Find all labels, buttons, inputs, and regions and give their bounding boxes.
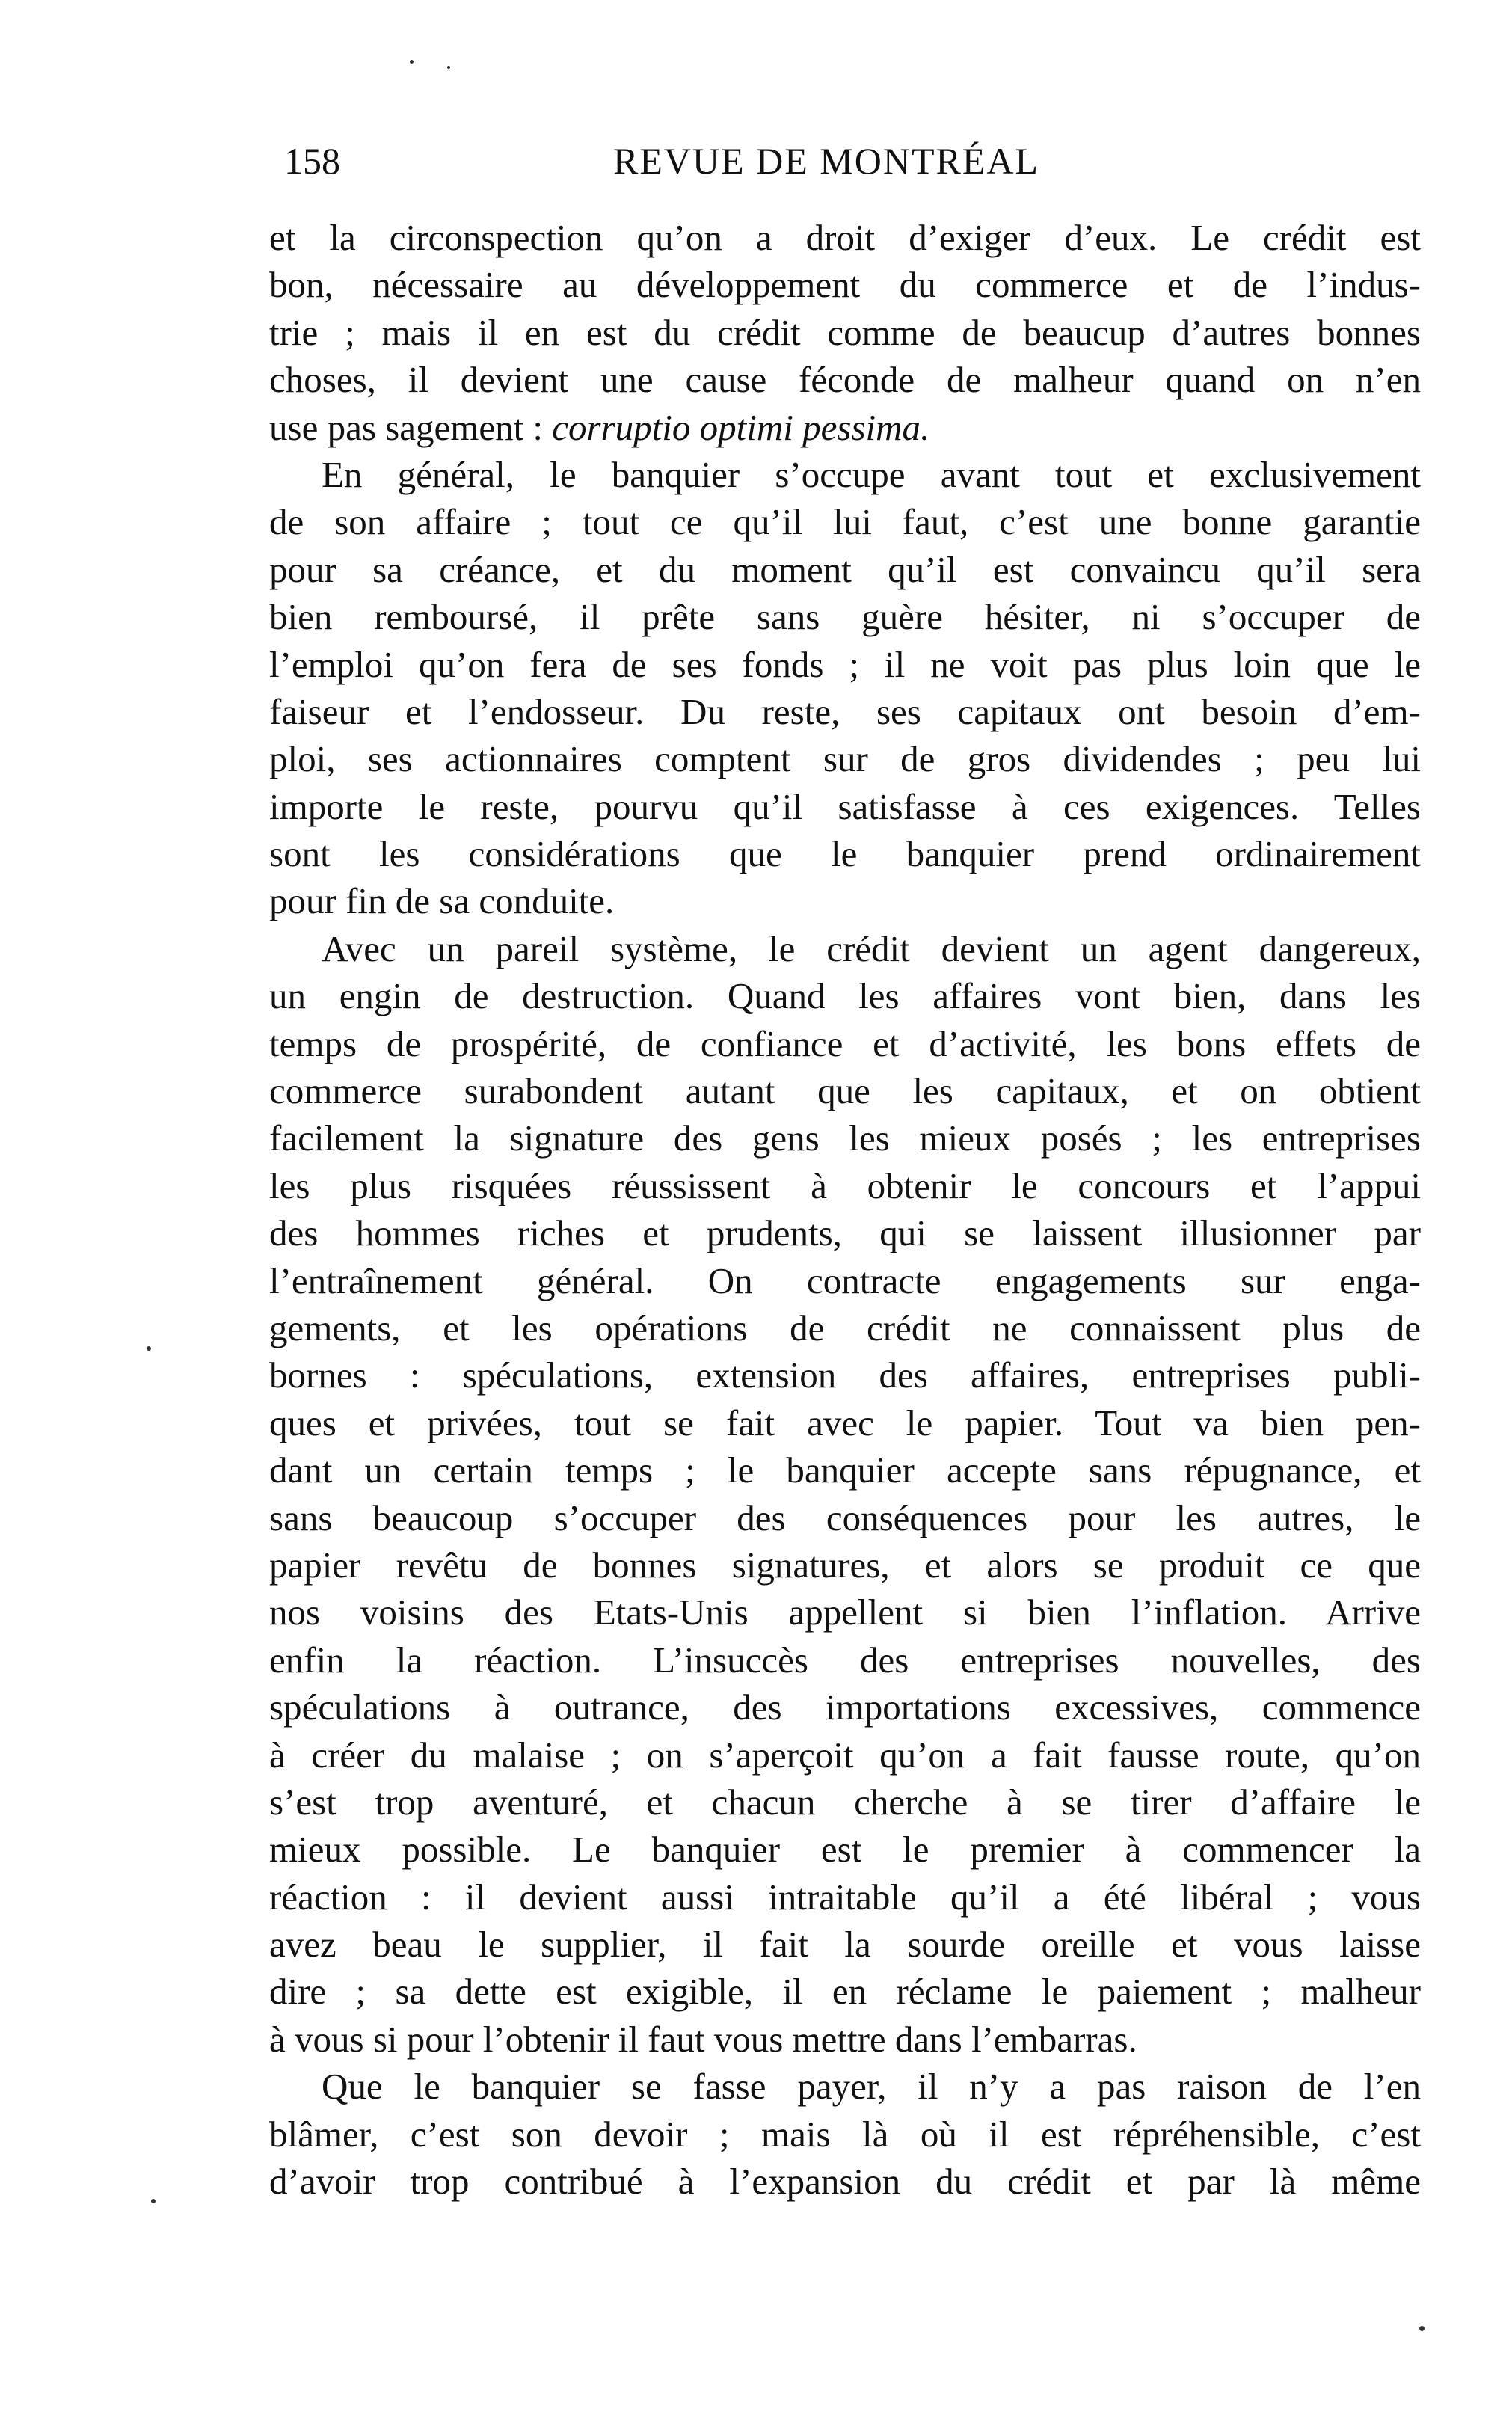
print-speck: [147, 1346, 151, 1351]
text-line: [269, 404, 1421, 451]
text-line: avez beau le supplier, il fait la sourde oreille et vous laisse: [269, 1924, 1421, 1965]
paragraph: [269, 451, 1421, 925]
text-line: un engin de destruction. Quand les affaires vont bien, dans les: [269, 975, 1421, 1017]
text-line: papier revêtu de bonnes signatures, et alors se produit ce que: [269, 1544, 1421, 1586]
text-line: sans beaucoup s’occuper des conséquences pour les autres, le: [269, 1497, 1421, 1538]
text-line: dire ; sa dette est exigible, il en réclame le paiement ; malheur: [269, 1971, 1421, 2013]
text-line: temps de prospérité, de confiance et d’activité, les bons effets de: [269, 1022, 1421, 1064]
text-line: Avec un pareil système, le crédit devient un agent dangereux,: [322, 927, 1421, 969]
text-line: l’entraînement général. On contracte engagements sur enga-: [269, 1259, 1421, 1301]
text-line: les plus risquées réussissent à obtenir le concours et l’appui: [269, 1164, 1421, 1206]
text-line: des hommes riches et prudents, qui se laissent illusionner par: [269, 1212, 1421, 1254]
text-line: importe le reste, pourvu qu’il satisfasse à ces exigences. Telles: [269, 785, 1421, 827]
paragraph: [269, 925, 1421, 2063]
text-line: gements, et les opérations de crédit ne connaissent plus de: [269, 1307, 1421, 1348]
text-line: pour fin de sa conduite.: [269, 880, 615, 922]
text-line: réaction : il devient aussi intraitable qu’il a été libéral ; vous: [269, 1876, 1421, 1918]
text-line: enfin la réaction. L’insuccès des entreprises nouvelles, des: [269, 1639, 1421, 1681]
running-title: REVUE DE MONTRÉAL: [613, 140, 1040, 182]
text-line: à vous si pour l’obtenir il faut vous mettre dans l’embarras.: [269, 2018, 1137, 2060]
page-number: 158: [284, 140, 340, 182]
text-line: ques et privées, tout se fait avec le papier. Tout va bien pen-: [269, 1402, 1421, 1443]
page-header: [284, 139, 1421, 191]
text-line: bornes : spéculations, extension des affaires, entreprises publi-: [269, 1354, 1421, 1396]
text-line: s’est trop aventuré, et chacun cherche à se tirer d’affaire le: [269, 1781, 1421, 1823]
text-line: mieux possible. Le banquier est le premier à commencer la: [269, 1829, 1421, 1871]
text-line: commerce surabondent autant que les capitaux, et on obtient: [269, 1070, 1421, 1112]
text-line: faiseur et l’endosseur. Du reste, ses capitaux ont besoin d’em-: [269, 690, 1421, 732]
text-line: bien remboursé, il prête sans guère hésiter, ni s’occuper de: [269, 596, 1421, 638]
text-line: Que le banquier se fasse payer, il n’y a pas raison de l’en: [322, 2066, 1421, 2108]
print-speck: [1419, 2326, 1425, 2331]
text-line: facilement la signature des gens les mieux posés ; les entreprises: [269, 1117, 1421, 1159]
text-line: l’emploi qu’on fera de ses fonds ; il ne voit pas plus loin que le: [269, 643, 1421, 685]
text-line: et la circonspection qu’on a droit d’exiger d’eux. Le crédit est: [269, 217, 1421, 258]
print-speck: [151, 2199, 156, 2203]
text-line: de son affaire ; tout ce qu’il lui faut, c’est une bonne garantie: [269, 501, 1421, 543]
text-line: nos voisins des Etats-Unis appellent si bien l’inflation. Arrive: [269, 1592, 1421, 1633]
text-line: choses, il devient une cause féconde de malheur quand on n’en: [269, 359, 1421, 401]
text-line: ploi, ses actionnaires comptent sur de gros dividendes ; peu lui: [269, 738, 1421, 780]
text-line: bon, nécessaire au développement du commerce et de l’indus-: [269, 264, 1421, 306]
text-line: d’avoir trop contribué à l’expansion du crédit et par là même: [269, 2161, 1421, 2203]
print-speck: [447, 66, 450, 69]
latin-quote: corruptio optimi pessima.: [552, 406, 930, 448]
text-line: trie ; mais il en est du crédit comme de beaucup d’autres bonnes: [269, 311, 1421, 353]
paragraph: [269, 214, 1421, 451]
text-line: sont les considérations que le banquier prend ordinairement: [269, 833, 1421, 875]
text-line: pour sa créance, et du moment qu’il est convaincu qu’il sera: [269, 548, 1421, 590]
body-text: [269, 214, 1421, 2205]
text-segment: use pas sagement :: [269, 406, 544, 448]
print-speck: [410, 60, 414, 64]
paragraph: [269, 2063, 1421, 2205]
text-line: à créer du malaise ; on s’aperçoit qu’on a fait fausse route, qu’on: [269, 1734, 1421, 1776]
text-line: dant un certain temps ; le banquier accepte sans répugnance, et: [269, 1449, 1421, 1491]
text-line: blâmer, c’est son devoir ; mais là où il est répréhensible, c’est: [269, 2113, 1421, 2155]
text-line: En général, le banquier s’occupe avant tout et exclusivement: [322, 453, 1421, 495]
text-line: spéculations à outrance, des importations excessives, commence: [269, 1687, 1421, 1728]
